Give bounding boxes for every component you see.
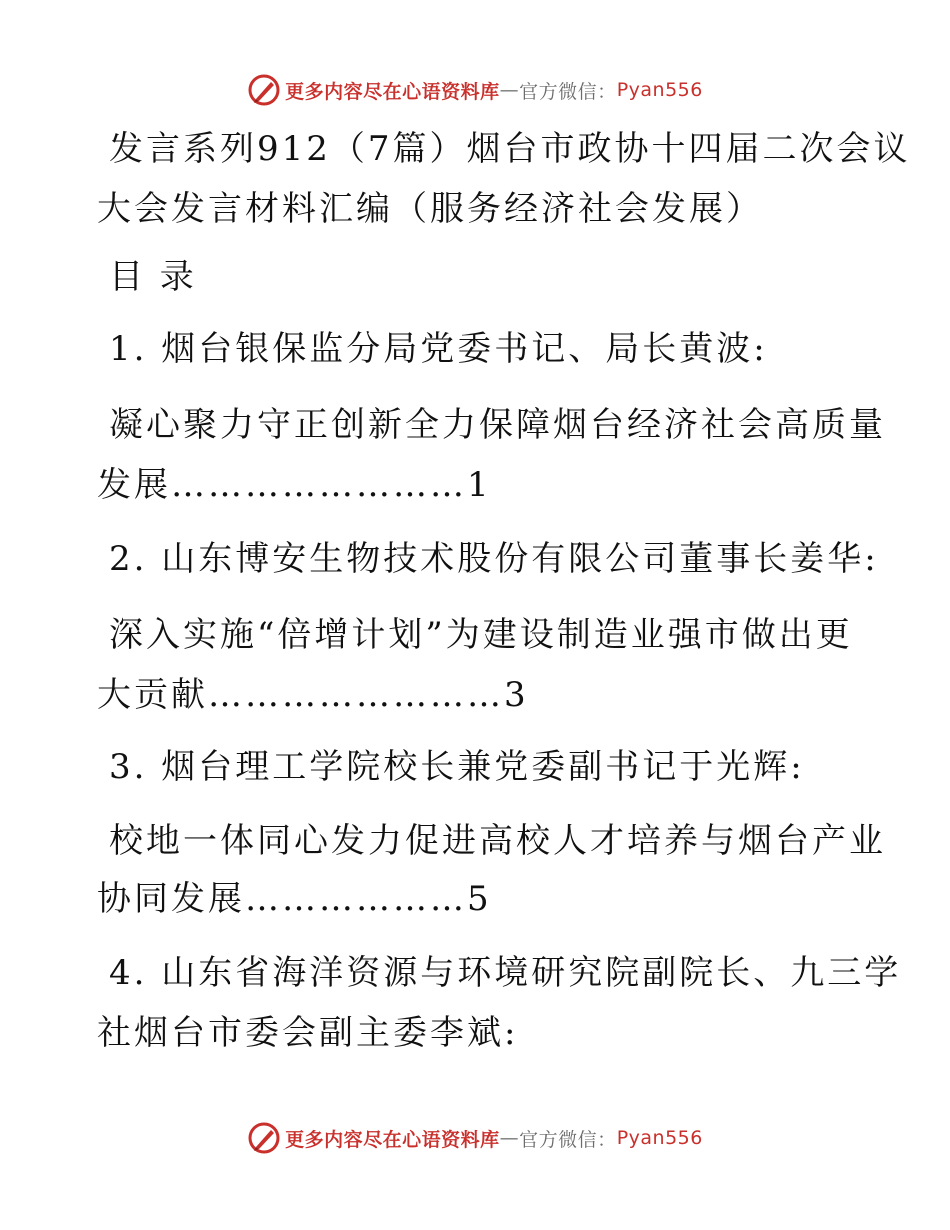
- toc-entry-3-title-line-1: 校地一体同心发力促进高校人才培养与烟台产业: [109, 821, 886, 861]
- watermark-wechat-label: 官方微信：: [519, 80, 617, 103]
- toc-entry-1-title-line-1: 凝心聚力守正创新全力保障烟台经济社会高质量: [109, 405, 886, 445]
- footer-watermark: [0, 1118, 950, 1158]
- document-title-line-1: 发言系列912（7篇）烟台市政协十四届二次会议: [109, 129, 911, 169]
- toc-entry-3-speaker: 3. 烟台理工学院校长兼党委副书记于光辉:: [109, 747, 805, 787]
- toc-entry-2-title-line-1: 深入实施“倍增计划”为建设制造业强市做出更: [109, 615, 853, 655]
- toc-entry-1-title-line-2: 发展……………………1: [97, 465, 492, 505]
- toc-entry-2-title-line-2: 大贡献……………………3: [97, 675, 529, 715]
- watermark-wechat-label: 官方微信：: [519, 1128, 617, 1151]
- toc-entry-2-speaker: 2. 山东博安生物技术股份有限公司董事长姜华:: [109, 539, 879, 579]
- toc-entry-3-title-line-2: 协同发展………………5: [97, 879, 492, 919]
- watermark-wechat-id: Pyan556: [616, 1127, 703, 1149]
- watermark-wechat-id: Pyan556: [616, 79, 703, 101]
- watermark-separator: —: [499, 79, 520, 101]
- toc-entry-4-speaker-line-2: 社烟台市委会副主委李斌:: [97, 1013, 519, 1053]
- pen-logo-icon: [247, 73, 281, 107]
- watermark-main-text: 更多内容尽在心语资料库: [285, 80, 500, 103]
- pen-logo-icon: [247, 1121, 281, 1155]
- watermark-main-text: 更多内容尽在心语资料库: [285, 1128, 500, 1151]
- toc-heading: 目 录: [109, 257, 197, 297]
- toc-entry-4-speaker-line-1: 4. 山东省海洋资源与环境研究院副院长、九三学: [109, 953, 902, 993]
- toc-entry-1-speaker: 1. 烟台银保监分局党委书记、局长黄波:: [109, 329, 768, 369]
- header-watermark: [0, 70, 950, 110]
- document-title-line-2: 大会发言材料汇编（服务经济社会发展）: [97, 189, 763, 229]
- watermark-separator: —: [499, 1127, 520, 1149]
